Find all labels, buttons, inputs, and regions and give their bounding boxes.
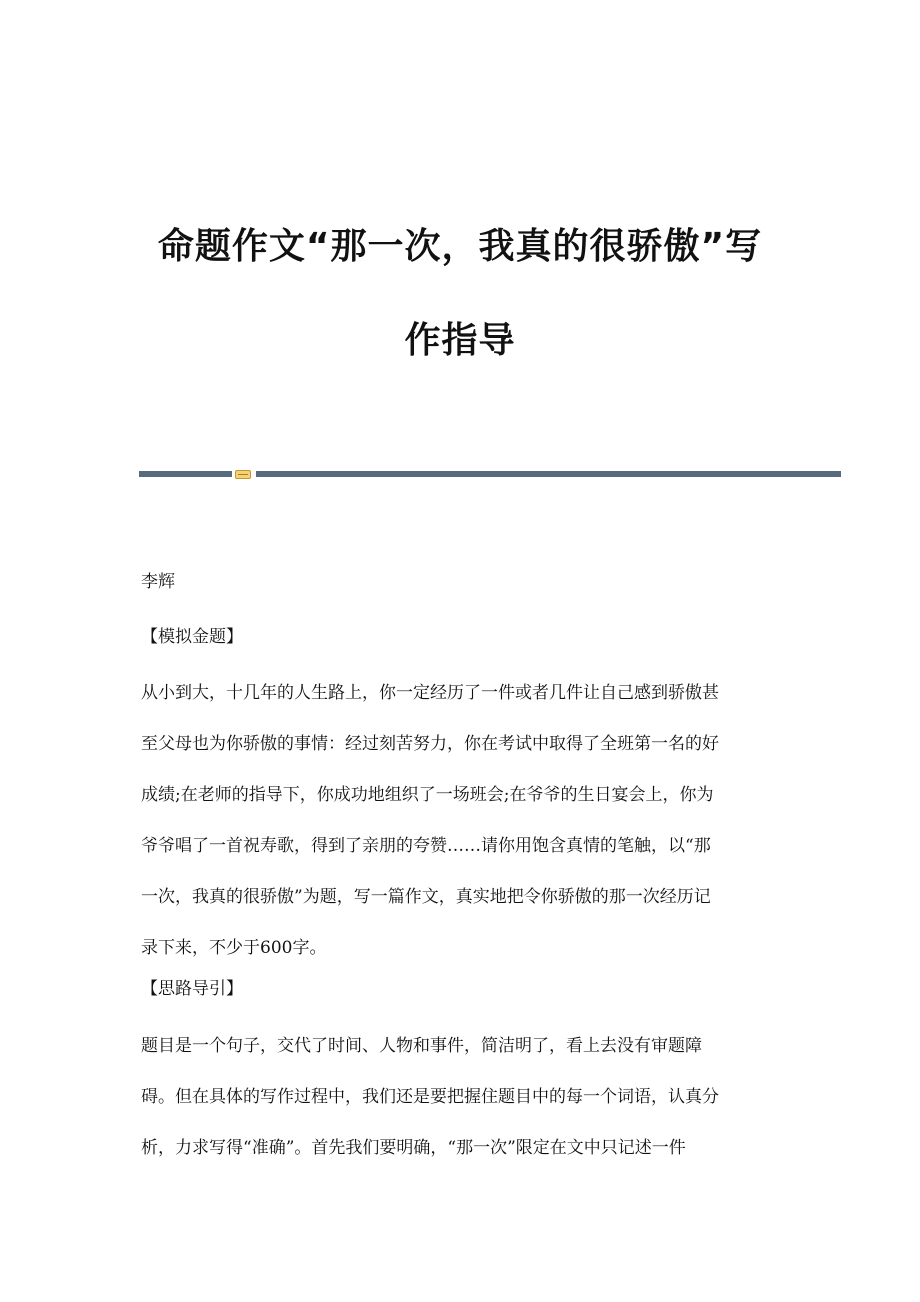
divider-bar-right — [256, 471, 841, 477]
section-heading-writing-guide: 【思路导引】 — [141, 979, 243, 999]
paragraph-line: 碍。但在具体的写作过程中，我们还是要把握住题目中的每一个词语，认真分 — [141, 1087, 719, 1107]
paragraph-line: 题目是一个句子，交代了时间、人物和事件，简洁明了，看上去没有审题障 — [141, 1036, 702, 1056]
paragraph-line: 至父母也为你骄傲的事情：经过刻苦努力，你在考试中取得了全班第一名的好 — [141, 734, 719, 754]
paragraph-line: 录下来，不少于600字。 — [141, 938, 327, 958]
divider-ornament-icon — [235, 470, 251, 479]
section-heading-mock-topic: 【模拟金题】 — [141, 627, 243, 647]
divider-bar-left — [139, 471, 232, 477]
document-title-line-1: 命题作文“那一次，我真的很骄傲”写 — [157, 226, 763, 267]
author-name: 李辉 — [141, 572, 175, 592]
paragraph-line: 爷爷唱了一首祝寿歌，得到了亲朋的夸赞……请你用饱含真情的笔触，以“那 — [141, 836, 711, 856]
paragraph-line: 从小到大，十几年的人生路上，你一定经历了一件或者几件让自己感到骄傲甚 — [141, 683, 719, 703]
paragraph-line: 成绩;在老师的指导下，你成功地组织了一场班会;在爷爷的生日宴会上，你为 — [141, 785, 714, 805]
section-body-mock-topic — [141, 668, 781, 974]
section-body-writing-guide — [141, 1021, 781, 1174]
paragraph-line: 一次，我真的很骄傲”为题，写一篇作文，真实地把令你骄傲的那一次经历记 — [141, 887, 711, 907]
title-divider — [139, 470, 841, 479]
document-title-line-2: 作指导 — [404, 320, 516, 361]
paragraph-line: 析，力求写得“准确”。首先我们要明确，“那一次”限定在文中只记述一件 — [141, 1138, 686, 1158]
